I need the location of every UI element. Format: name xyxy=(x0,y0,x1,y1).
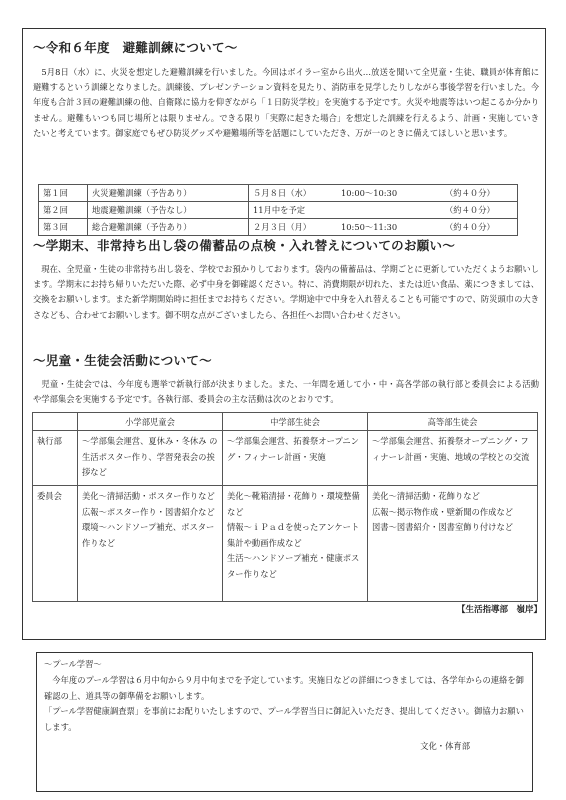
drill-schedule xyxy=(249,219,518,236)
activity-text: 環境〜ハンドソープ補充、ポスター作りなど xyxy=(82,522,215,548)
drill-no: 第３回 xyxy=(39,219,88,236)
row-label: 執行部 xyxy=(33,431,78,486)
column-header: 小学部児童会 xyxy=(78,413,223,431)
drill-schedule xyxy=(249,202,518,219)
table-cell xyxy=(78,431,223,486)
table-corner-cell xyxy=(33,413,78,431)
drill-schedule-table xyxy=(38,184,518,236)
table-cell xyxy=(368,431,538,486)
pool-paragraph-1: 今年度のプール学習は６月中旬から９月中旬までを予定しています。実施日などの詳細につきましては、各学年からの連絡を御確認の上、道具等の御準備をお願いします。 xyxy=(44,675,524,701)
activity-text: 図書〜図書紹介・図書室飾り付けなど xyxy=(372,522,514,532)
activity-text: 広報〜掲示物作成・壁新聞の作成など xyxy=(372,506,514,517)
table-row xyxy=(39,202,518,219)
activity-text: 広報〜ポスター作り・図書紹介など xyxy=(82,506,215,517)
drill-duration: （約４０分） xyxy=(445,205,495,215)
activity-text: 〜学部集会運営、拓養祭オープニング・フィナーレ計画・実施 xyxy=(227,436,359,462)
table-cell xyxy=(223,431,368,486)
council-activities-table xyxy=(32,412,538,602)
council-credit: 【生活指導部 嶺岸】 xyxy=(456,605,542,615)
activity-text: 〜学部集会運営、拓養祭オープニング・フィナーレ計画・実施、地域の学校との交流 xyxy=(372,436,530,462)
drill-no: 第１回 xyxy=(39,185,88,202)
council-paragraph: 児童・生徒会では、今年度も選挙で新執行部が決まりました。また、一年間を通して小・中・高各学部の執行部と委員会による活動や学部集会を実施する予定です。各執行部、委員会の主な活動は次のとおりです。 xyxy=(33,379,539,405)
table-row xyxy=(33,431,538,486)
column-header: 中学部生徒会 xyxy=(223,413,368,431)
drill-name: 火災避難訓練（予告あり） xyxy=(88,185,249,202)
pool-paragraph-2: 「プール学習健康調査票」を事前にお配りいたしますので、プール学習当日に御記入いただき、提出してください。御協力お願いします。 xyxy=(44,706,524,732)
activity-text: 情報〜ｉＰａｄを使ったアンケート集計や動画作成など xyxy=(227,522,360,548)
pool-heading: 〜プール学習〜 xyxy=(44,659,102,669)
drill-time: 10:00〜10:30 xyxy=(341,188,398,198)
drill-schedule xyxy=(249,185,518,202)
activity-text: 美化〜靴箱清掃・花飾り・環境整備など xyxy=(227,491,360,517)
drill-duration: （約４０分） xyxy=(445,188,495,198)
drill-name: 地震避難訓練（予告なし） xyxy=(88,202,249,219)
activity-text: 美化〜清掃活動・ポスター作りなど xyxy=(82,491,215,501)
row-label: 委員会 xyxy=(33,486,78,602)
activity-text: 〜学部集会運営、夏休み・冬休み の生活ポスター作り、学習発表会の挨拶など xyxy=(82,436,218,477)
stock-paragraph: 現在、全児童・生徒の非常持ち出し袋を、学校でお預かりしております。袋内の備蓄品は、学期ごとに更新していただくようお願いします。学期末にお持ち帰りいただいた際、必ず中身を御確認ください。特に、消費期限が切れた、または近い食品、薬につきましては、交換をお願いします。また新学期開始時に担任までお持ちください。学期途中で中身を入れ替えることも可能ですので、防災頭巾の大きさなども、合わせてお願いします。御不明な点がございましたら、各担任へお問い合わせください。 xyxy=(33,264,539,320)
council-heading: 〜児童・生徒会活動について〜 xyxy=(33,353,212,368)
drill-date: 11月中を予定 xyxy=(253,205,306,215)
table-header-row xyxy=(33,413,538,431)
drill-date: ２月３日（月） xyxy=(253,222,312,232)
table-row xyxy=(39,185,518,202)
activity-text: 生活〜ハンドソープ補充・健康ポスター作りなど xyxy=(227,553,360,579)
drill-date: ５月８日（水） xyxy=(253,188,312,198)
drill-time: 10:50〜11:30 xyxy=(341,222,398,232)
stock-heading: 〜学期末、非常持ち出し袋の備蓄品の点検・入れ替えについてのお願い〜 xyxy=(33,238,456,253)
column-header: 高等部生徒会 xyxy=(368,413,538,431)
activity-text: 美化〜清掃活動・花飾りなど xyxy=(372,491,480,501)
table-row xyxy=(33,486,538,602)
table-cell xyxy=(78,486,223,602)
drill-heading: 〜令和６年度 避難訓練について〜 xyxy=(33,40,238,55)
table-cell xyxy=(223,486,368,602)
table-row xyxy=(39,219,518,236)
drill-duration: （約４０分） xyxy=(445,222,495,232)
table-cell xyxy=(368,486,538,602)
drill-paragraph: 5月8日（水）に、火災を想定した避難訓練を行いました。今回はボイラー室から出火…放送を聞いて全児童・生徒、職員が体育館に避難するという訓練となりました。訓練後、プレゼンテーション資料を見たり、消防車を見学したりしながら事後学習を行いました。今年度も合計３回の避難訓練の他、自衛隊に協力を仰ぎながら「１日防災学校」を実施する予定です。火災や地震等はいつ起こるか分かりません。避難もいつも同じ場所とは限りません。できる限り「実際に起きた場合」を想定した訓練を行えるよう、計画・実施していきたいと考えています。御家庭でもぜひ防災グッズや避難場所等を話題にしていただき、万が一のときに備えてほしいと思います。 xyxy=(33,67,539,138)
drill-name: 総合避難訓練（予告あり） xyxy=(88,219,249,236)
drill-no: 第２回 xyxy=(39,202,88,219)
pool-credit: 文化・体育部 xyxy=(420,741,470,751)
